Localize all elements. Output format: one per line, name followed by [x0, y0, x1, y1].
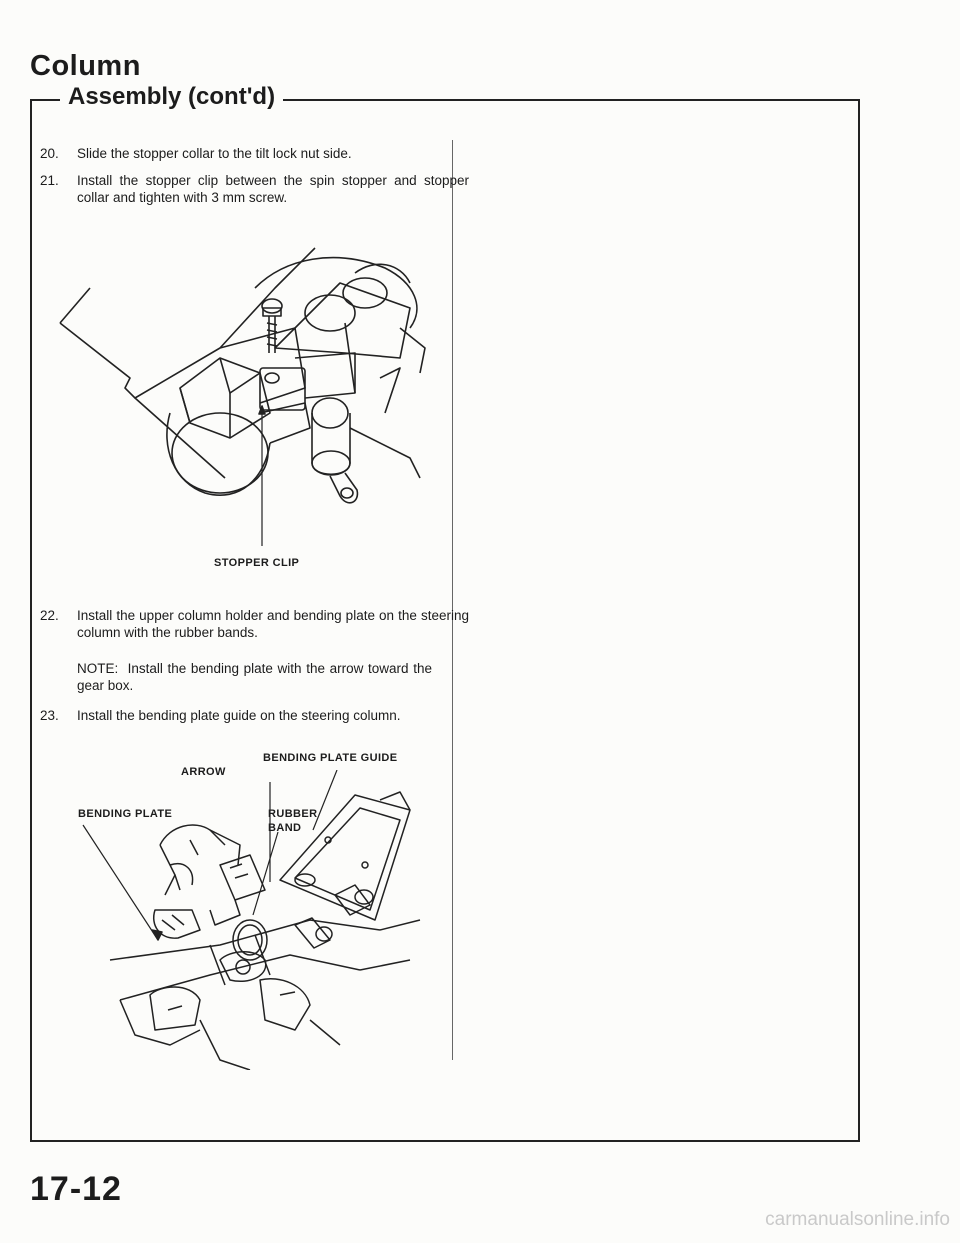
step-number: 23. [40, 708, 59, 723]
step-text: Install the upper column holder and bending plate on the steering column with the rubber bands. [77, 608, 469, 640]
column-divider [452, 140, 453, 1060]
stopper-clip-illustration [55, 228, 440, 558]
section-title: Assembly (cont'd) [60, 83, 283, 111]
page-number: 17-12 [30, 1170, 122, 1208]
step-text: Install the stopper clip between the spin stopper and stopper collar and tighten with 3 mm screw. [77, 173, 469, 205]
step-number: 22. [40, 608, 59, 623]
rubber-band-label-line1: RUBBER [268, 808, 318, 820]
step-number: 21. [40, 173, 59, 188]
note-label: NOTE: [77, 661, 119, 676]
bending-plate-illustration [80, 770, 440, 1070]
step-number: 20. [40, 146, 59, 161]
note [77, 660, 432, 694]
stopper-clip-label: STOPPER CLIP [214, 557, 300, 569]
step-text: Slide the stopper collar to the tilt lock nut side. [77, 146, 352, 161]
note-text: Install the bending plate with the arrow toward the gear box. [77, 661, 432, 693]
bending-plate-label: BENDING PLATE [78, 808, 173, 820]
arrow-label: ARROW [181, 766, 226, 778]
step-text: Install the bending plate guide on the steering column. [77, 708, 401, 723]
watermark: carmanualsonline.info [765, 1209, 950, 1230]
rubber-band-label-line2: BAND [268, 822, 302, 834]
page-title: Column [30, 50, 141, 82]
bending-plate-guide-label: BENDING PLATE GUIDE [263, 752, 398, 764]
